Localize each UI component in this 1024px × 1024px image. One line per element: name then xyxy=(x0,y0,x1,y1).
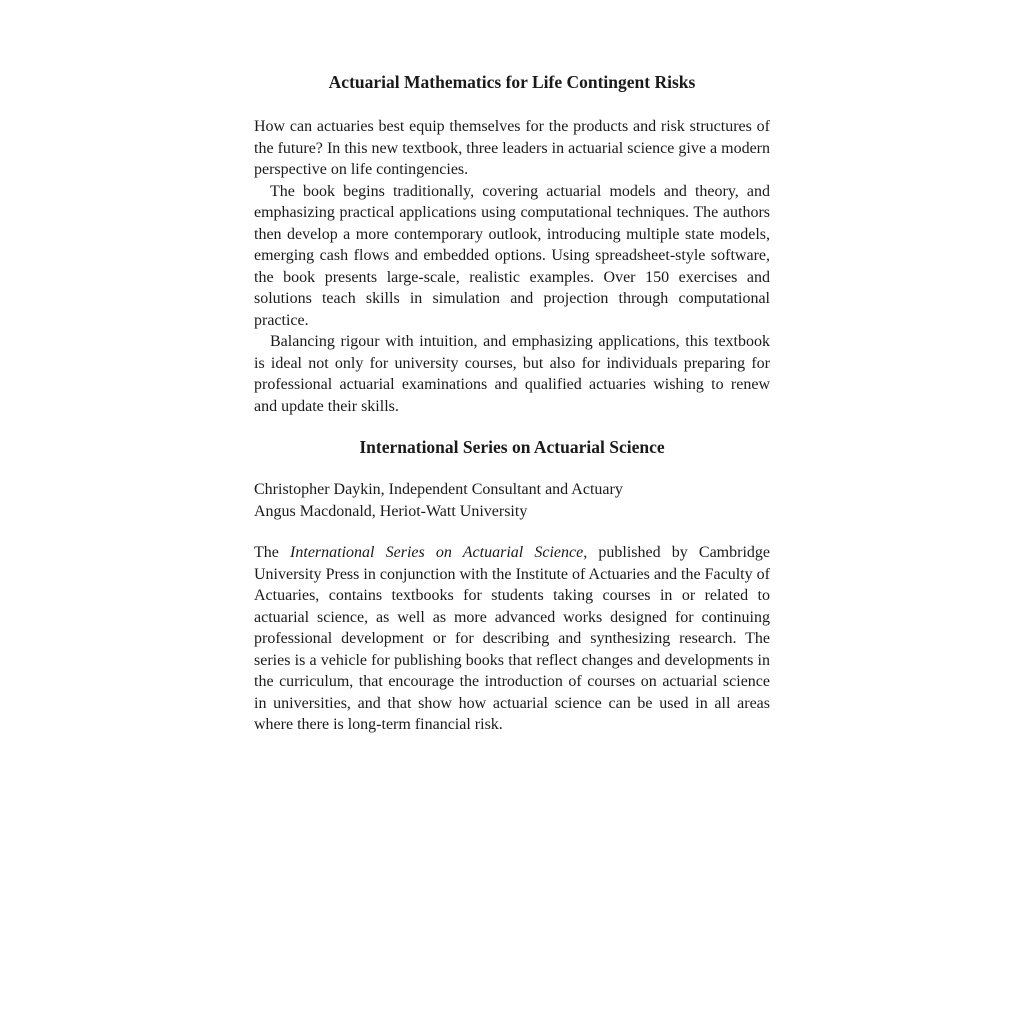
series-desc-prefix: The xyxy=(254,544,291,561)
document-page xyxy=(254,62,770,736)
series-editors xyxy=(254,479,770,522)
book-blurb xyxy=(254,116,770,417)
series-desc-italic: International Series on Actuarial Science xyxy=(290,544,584,561)
series-desc-rest: , published by Cambridge University Press in conjunction with the Institute of Actuaries and the Faculty of Actuaries, contains textbooks for students taking courses in or related to actuarial science, as well as more advanced works designed for continuing professional development or for describing and synthesizing research. The series is a vehicle for publishing books that reflect changes and developments in the curriculum, that encourage the introduction of courses on actuarial science in universities, and that show how actuarial science can be used in all areas where there is long-term financial risk. xyxy=(254,544,771,733)
blurb-paragraph-1: How can actuaries best equip themselves for the products and risk structures of the future? In this new textbook, three leaders in actuarial science give a modern perspective on life contingencies. xyxy=(254,118,770,178)
blurb-paragraph-2: The book begins traditionally, covering actuarial models and theory, and emphasizing practical applications using computational techniques. The authors then develop a more contemporary outlook, introducing multiple state models, emerging cash flows and embedded options. Using spreadsheet-style software, the book presents large-scale, realistic examples. Over 150 exercises and solutions teach skills in simulation and projection through computational practice. xyxy=(254,182,770,329)
series-title: International Series on Actuarial Science xyxy=(359,437,665,457)
series-description xyxy=(254,542,770,736)
editor-2: Angus Macdonald, Heriot-Watt University xyxy=(254,502,528,520)
book-title: Actuarial Mathematics for Life Contingent Risks xyxy=(328,72,696,92)
blurb-paragraph-3: Balancing rigour with intuition, and emphasizing applications, this textbook is ideal not only for university courses, but also for individuals preparing for professional actuarial examinations and qualified actuaries wishing to renew and update their skills. xyxy=(254,333,770,415)
editor-1: Christopher Daykin, Independent Consultant and Actuary xyxy=(254,481,623,498)
